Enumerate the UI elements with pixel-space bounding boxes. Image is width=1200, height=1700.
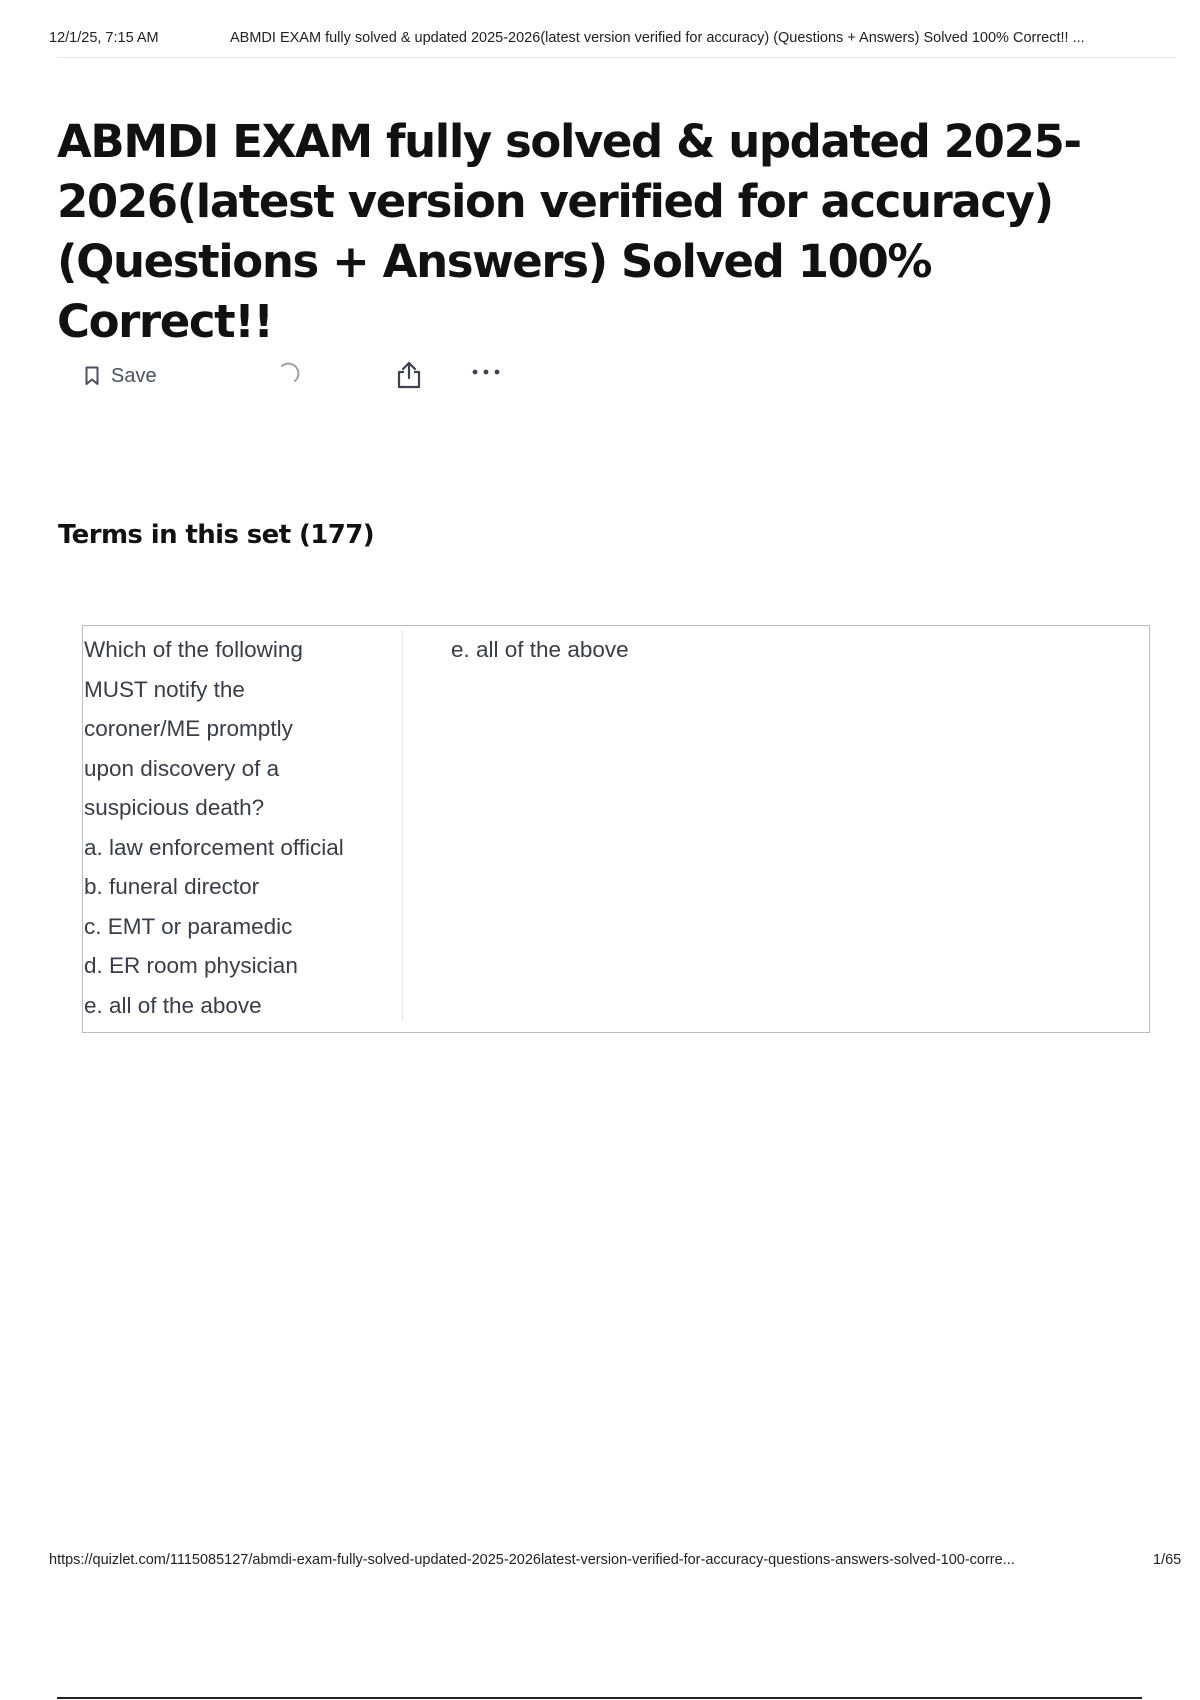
term-line: a. law enforcement official <box>84 834 344 860</box>
loading-spinner-icon <box>278 362 302 388</box>
page-title: ABMDI EXAM fully solved & updated 2025-2026(latest version verified for accuracy) (Questions + Answers) Solved 100% Correct!! <box>57 115 1081 348</box>
bookmark-icon <box>85 366 99 386</box>
term-line: Which of the following <box>84 637 303 662</box>
print-doc-title: ABMDI EXAM fully solved & updated 2025-2026(latest version verified for accuracy) (Questions + Answers) Solved 100% Correct!! ... <box>230 30 1085 46</box>
terms-table <box>82 625 1150 1033</box>
share-icon[interactable] <box>395 360 423 390</box>
bottom-divider <box>57 1697 1142 1699</box>
term-line: e. all of the above <box>84 992 262 1018</box>
page-number: 1/65 <box>1153 1552 1182 1568</box>
definition-text: e. all of the above <box>451 637 629 662</box>
term-line: d. ER room physician <box>84 953 298 978</box>
set-toolbar <box>85 358 505 394</box>
term-line: suspicious death? <box>84 795 265 820</box>
term-text <box>83 630 403 1020</box>
term-line: c. EMT or paramedic <box>84 913 293 939</box>
page-url: https://quizlet.com/1115085127/abmdi-exam-fully-solved-updated-2025-2026latest-version-verified-for-accuracy-questions-answers-solved-100-corre... <box>49 1552 1015 1568</box>
term-line: MUST notify the <box>84 676 245 702</box>
term-row[interactable] <box>83 626 1149 1032</box>
more-options-icon[interactable] <box>470 362 502 382</box>
term-line: b. funeral director <box>84 874 260 899</box>
save-button[interactable] <box>85 358 157 394</box>
term-line: upon discovery of a <box>84 755 280 781</box>
terms-heading: Terms in this set (177) <box>58 520 375 550</box>
term-line: coroner/ME promptly <box>84 716 293 741</box>
print-date: 12/1/25, 7:15 AM <box>49 30 159 46</box>
header-divider <box>57 57 1176 58</box>
save-label: Save <box>111 364 157 387</box>
